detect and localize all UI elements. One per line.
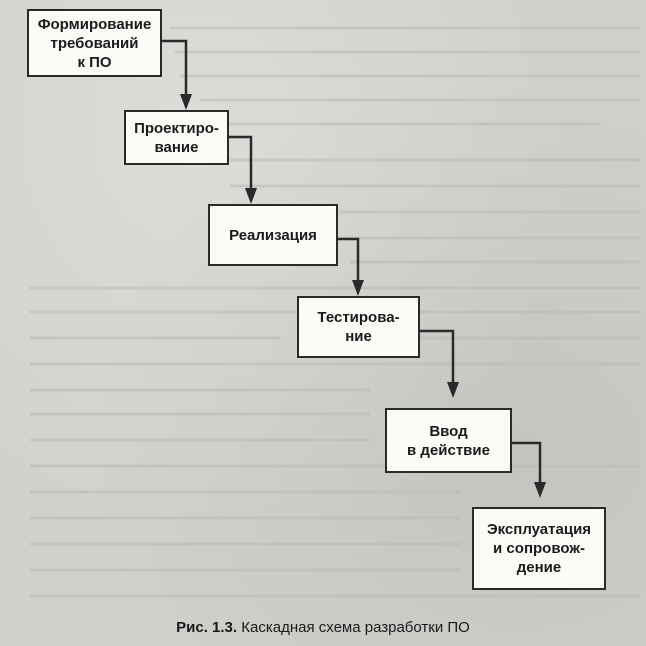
step-design-line-1: Проектиро- <box>134 119 219 137</box>
step-design <box>124 110 229 165</box>
arrowhead-2 <box>245 188 257 204</box>
step-design-line-2: вание <box>154 138 199 156</box>
step-implementation <box>208 204 338 266</box>
step-deployment <box>385 408 512 473</box>
figure-caption <box>0 619 646 636</box>
step-deployment-line-1: Ввод <box>429 422 468 440</box>
step-requirements-line-1: Формирование <box>37 15 152 33</box>
arrowhead-1 <box>180 94 192 110</box>
step-maintenance-line-1: Эксплуатация <box>486 521 592 538</box>
arrowhead-4 <box>447 382 459 398</box>
step-requirements-line-3: к ПО <box>77 53 112 71</box>
step-testing-line-1: Тестирова- <box>317 309 400 326</box>
step-implementation-line-1: Реализация <box>229 226 317 244</box>
step-maintenance <box>472 507 606 590</box>
step-requirements <box>27 9 162 77</box>
figure-caption-label: Рис. 1.3. <box>176 619 238 636</box>
step-testing <box>297 296 420 358</box>
figure-caption-text: Каскадная схема разработки ПО <box>241 619 470 636</box>
step-maintenance-line-3: дение <box>516 559 562 576</box>
arrowhead-3 <box>352 280 364 296</box>
step-testing-line-2: ние <box>345 328 372 345</box>
step-deployment-line-2: в действие <box>407 441 490 459</box>
arrowhead-5 <box>534 482 546 498</box>
step-requirements-line-2: требований <box>50 34 139 52</box>
step-maintenance-line-2: и сопровож- <box>493 540 585 557</box>
